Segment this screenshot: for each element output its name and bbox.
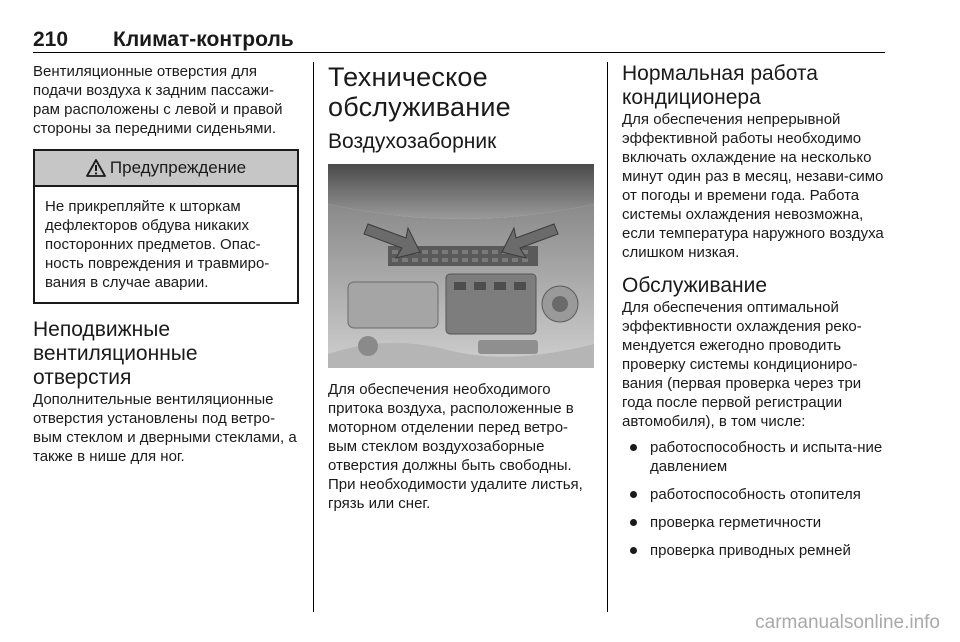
fixed-vents-paragraph: Дополнительные вентиляционные отверстия установлены под ветро-вым стеклом и дверными стеклами, а также в нише для ног. xyxy=(33,391,297,465)
column-divider-1 xyxy=(313,62,314,612)
air-intake-heading: Воздухозаборник xyxy=(328,130,497,153)
column-1 xyxy=(33,62,299,466)
list-item-text: работоспособность и испыта-ние давлением xyxy=(650,439,883,475)
air-intake-paragraph: Для обеспечения необходимого притока воздуха, расположенные в моторном отделении перед ветро-вым стеклом воздухозаборные отверстия должны быть свободны. При необходимости удалите листья, грязь или снег. xyxy=(328,381,583,512)
warning-text: Не прикрепляйте к шторкам дефлекторов обдува никаких посторонних предметов. Опас-ность повреждения и травмиро-вания в случае аварии. xyxy=(45,198,270,291)
column-3 xyxy=(622,62,888,569)
engine-bay-image xyxy=(328,164,594,368)
chapter-title: Климат-контроль xyxy=(113,28,294,51)
list-item xyxy=(622,438,888,476)
warning-triangle-icon xyxy=(86,159,106,177)
list-item xyxy=(622,541,888,560)
service-heading: Обслуживание xyxy=(622,274,768,297)
service-paragraph: Для обеспечения оптимальной эффективности охлаждения реко-мендуется ежегодно проводить проверку системы кондициониро-вания (первая проверка через три года после первой регистрации автомобиля), в том числе: xyxy=(622,299,862,430)
header-rule xyxy=(33,52,885,53)
service-checklist xyxy=(622,438,888,560)
fixed-vents-heading: Неподвижные вентиляционные отверстия xyxy=(33,318,198,389)
page-header xyxy=(33,28,885,50)
list-item-text: проверка герметичности xyxy=(650,514,822,531)
normal-operation-heading: Нормальная работа кондиционера xyxy=(622,62,818,109)
watermark: carmanualsonline.info xyxy=(755,612,940,633)
maintenance-heading: Техническое обслуживание xyxy=(328,62,511,122)
page-number: 210 xyxy=(33,28,69,51)
bullet-icon xyxy=(630,491,637,498)
bullet-icon xyxy=(630,547,637,554)
warning-body xyxy=(35,187,297,302)
warning-header xyxy=(35,151,297,187)
list-item-text: проверка приводных ремней xyxy=(650,542,851,559)
list-item xyxy=(622,485,888,504)
bullet-icon xyxy=(630,519,637,526)
warning-title: Предупреждение xyxy=(109,158,247,177)
rear-vents-paragraph: Вентиляционные отверстия для подачи воздуха к задним пассажи-рам расположены с левой и правой стороны за передними сиденьями. xyxy=(33,63,283,137)
bullet-icon xyxy=(630,444,637,451)
normal-operation-paragraph: Для обеспечения непрерывной эффективной работы необходимо включать охлаждение на несколько минут один раз в месяц, незави-симо от погоды и времени года. Работа системы охлаждения невозможна, если температура наружного воздуха слишком низкая. xyxy=(622,111,884,261)
warning-box xyxy=(33,149,299,304)
column-2 xyxy=(328,62,594,513)
list-item-text: работоспособность отопителя xyxy=(650,486,861,503)
list-item xyxy=(622,513,888,532)
column-divider-2 xyxy=(607,62,608,612)
